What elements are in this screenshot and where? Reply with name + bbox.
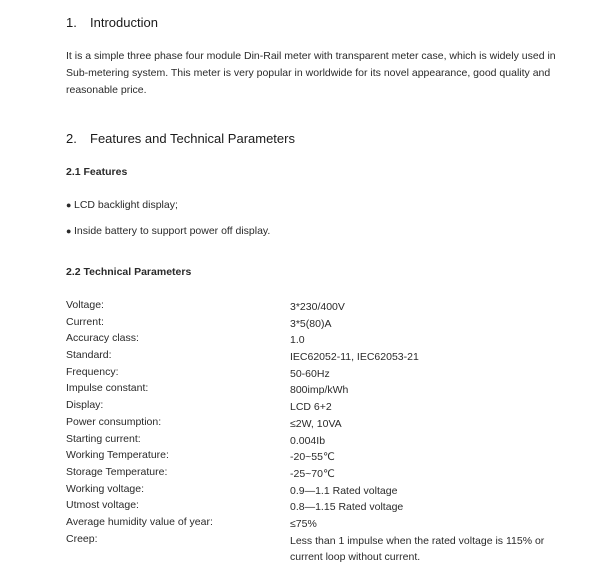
param-row <box>66 316 566 333</box>
param-value: ≤2W, 10VA <box>290 417 342 430</box>
param-label: Working voltage: <box>66 482 145 495</box>
param-row <box>66 366 566 383</box>
features-heading: 2.1 Features <box>66 166 128 178</box>
param-value: 0.9—1.1 Rated voltage <box>290 484 398 497</box>
param-label: Standard: <box>66 349 112 362</box>
feature-text: LCD backlight display; <box>74 199 178 211</box>
param-row <box>66 483 566 500</box>
section-1-number: 1. <box>66 15 77 30</box>
technical-parameters-heading: 2.2 Technical Parameters <box>66 266 192 278</box>
param-value: 50-60Hz <box>290 367 330 380</box>
param-value: ≤75% <box>290 517 317 530</box>
param-label: Utmost voltage: <box>66 499 139 512</box>
technical-parameters-table <box>66 299 566 564</box>
param-value: 1.0 <box>290 334 305 347</box>
param-label: Working Temperature: <box>66 449 169 462</box>
feature-item <box>66 225 270 237</box>
param-value: 0.8—1.15 Rated voltage <box>290 501 404 514</box>
param-label: Creep: <box>66 532 98 545</box>
param-row <box>66 532 566 564</box>
section-2-title: Features and Technical Parameters <box>90 131 295 146</box>
param-value: LCD 6+2 <box>290 401 332 414</box>
param-row <box>66 516 566 533</box>
param-label: Current: <box>66 315 104 328</box>
param-value: 0.004Ib <box>290 434 326 447</box>
param-value: IEC62052-11, IEC62053-21 <box>290 351 419 364</box>
param-label: Starting current: <box>66 432 141 445</box>
param-row <box>66 332 566 349</box>
param-value: 3*230/400V <box>290 301 345 313</box>
param-row <box>66 416 566 433</box>
feature-item <box>66 199 178 211</box>
bullet-icon: ● <box>66 226 72 236</box>
feature-text: Inside battery to support power off display. <box>74 225 271 237</box>
param-row <box>66 499 566 516</box>
param-value: 3*5(80)A <box>290 317 332 330</box>
section-1-title: Introduction <box>90 15 158 30</box>
bullet-icon: ● <box>66 200 72 210</box>
param-label: Frequency: <box>66 365 119 378</box>
param-value: Less than 1 impulse when the rated voltage is 115% or current loop without current. <box>290 534 545 564</box>
param-value: -25~70℃ <box>290 467 335 480</box>
param-label: Voltage: <box>66 299 104 311</box>
param-row <box>66 399 566 416</box>
section-2-heading <box>66 131 295 146</box>
param-label: Accuracy class: <box>66 332 139 345</box>
introduction-paragraph: It is a simple three phase four module Din-Rail meter with transparent meter case, which is widely used in Sub-metering system. This meter is very popular in worldwide for its novel appearance, good quality and reasonable price. <box>66 50 556 96</box>
section-2-number: 2. <box>66 131 77 146</box>
section-1-heading <box>66 15 158 30</box>
param-label: Average humidity value of year: <box>66 515 213 528</box>
param-label: Display: <box>66 399 104 412</box>
param-value: -20~55℃ <box>290 451 335 464</box>
param-row <box>66 433 566 450</box>
param-value: 800imp/kWh <box>290 384 349 397</box>
param-label: Storage Temperature: <box>66 465 168 478</box>
param-row <box>66 449 566 466</box>
param-row <box>66 466 566 483</box>
param-row <box>66 299 566 316</box>
param-label: Impulse constant: <box>66 382 149 395</box>
param-row <box>66 382 566 399</box>
param-row <box>66 349 566 366</box>
param-label: Power consumption: <box>66 415 162 428</box>
